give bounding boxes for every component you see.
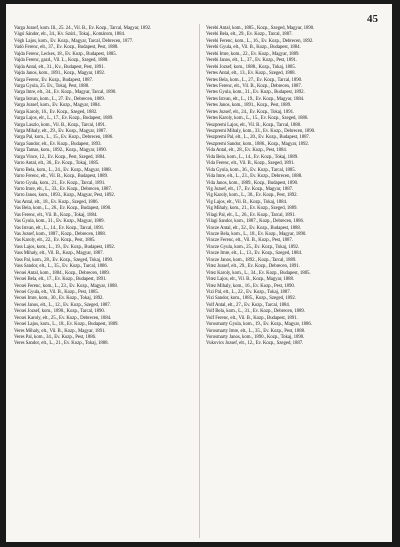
register-entry: Vida Ferenc, elt., Vil. B., Kozp., Szeged, 1891. <box>206 161 295 167</box>
register-entry: Vitez Jozsef, elt., 29., Ev. Kozp., Debrecen, 1891. <box>206 264 300 270</box>
register-entry: Veszpremi Pal, elt., L., 20., Ev. Kozp., Budapest, 1887. <box>206 135 310 141</box>
register-entry: Vecsei Imre, kom., 30., Ev. Kozp., Tokaj, 1892. <box>14 296 104 302</box>
register-entry: Vilagi Pal, elt., L., 26., Ev. Kozp., Tarcal, 1891. <box>206 212 296 218</box>
register-entry: Varga Ferenc, Ev. Kozp., Budapest, 1887. <box>14 77 93 83</box>
register-entry: Vas Antal, elt., 18., Ev. Kozp., Szeged, 1886. <box>14 199 99 205</box>
register-entry: Varga Mihaly, elt., 29., Ev. Kozp., Magyar, 1887. <box>14 129 107 134</box>
register-entry: Vida Antal, elt., 28., Ev. Kozp., Pest, 1884. <box>206 148 287 154</box>
register-entry: Vincze Antal, elt., 32., Ev. Kozp., Budapest, 1888. <box>206 225 301 231</box>
register-entry: Veszpremi Lajos, elt., Vil. B., Kozp., Tarcal, 1888. <box>206 122 302 128</box>
register-entry: Varga Vince, 12., Ev. Kozp., Pest, Szeged, 1884. <box>14 154 106 160</box>
register-entry: Vecsei Antal, kom., 1884., Kozp., Debrecen, 1889. <box>14 270 110 276</box>
register-entry: Vass Pal, kom., 28., Ev. Kozp., Szeged, Tokaj, 1890. <box>14 257 114 263</box>
register-entry: Vitez Mihaly, kom., 16., Ev. Kozp., Pest, 1890. <box>206 283 295 289</box>
register-entry: Vas Gyula, kom., 31., Ev. Kozp., Magyar, 1889. <box>14 219 105 225</box>
register-entry: Vig Mihaly, kom., 21., Ev. Kozp., Szeged, 1889. <box>206 206 298 212</box>
register-entry: Vig Lajos, elt., Vil. B., Kozp., Tokaj, 1884. <box>206 199 288 205</box>
register-entry: Veszpremi Sandor, kom., 1886., Kozp., Magyar, 1892. <box>206 141 309 147</box>
register-entry: Vecsei Gyula, elt., Vil. B., Kozp., Pest, 1885. <box>14 289 99 295</box>
register-entry: Vincze Bela, kom., L., 18., Ev. Kozp., Magyar, 1890. <box>206 232 307 237</box>
register-entry: Varro Antal, elt., 36., Ev. Kozp., Tokaj, 1885. <box>14 161 100 167</box>
register-entry: Vecsei Ferenc, kom., L., 23., Ev. Kozp., Magyar, 1888. <box>14 283 118 289</box>
register-entry: Vig Jozsef, elt., 17., Ev. Kozp., Magyar, 1887. <box>206 186 294 192</box>
register-entry: Vecsei Lajos, kom., L., 18., Ev. Kozp., Budapest, 1889. <box>14 322 119 328</box>
register-entry: Varro Imre, elt., L., 33., Ev. Kozp., Debrecen, 1887. <box>14 186 112 192</box>
register-entry: Vas Jozsef, kom., 1887., Kozp., Debrecen, 1888. <box>14 232 106 237</box>
register-entry: Varro Janos, kom., 1893., Kozp., Magyar, Pest, 1892. <box>14 193 115 199</box>
register-entry: Vida Janos, kom., 1889., Kozp., Budapest, 1890. <box>206 180 299 186</box>
register-entry: Vágó Sándor, elt., 34., Kv. Szúrl., Tokaj., Komárom, 1884. <box>14 32 126 38</box>
register-entry: Varga Laszlo, kom., Vil. B., Kozp., Tarcal, 1891. <box>14 122 107 128</box>
register-entry: Vecsei Karoly, elt., 25., Ev. Kozp., Debrecen, 1884. <box>14 315 112 321</box>
register-entry: Vig Karoly, kom., L., 30., Ev. Kozp., Pest, 1892. <box>206 193 298 199</box>
register-entry: Varga Jozsef, kom. Ill., 25. 24., Vil. B., Ev. Kozp., Tarcal, Magyar, 1892. <box>14 26 152 31</box>
register-entry: Varga Gyula, 25. Ev., Tokaj, Pest, 1888. <box>14 83 90 89</box>
register-entry: Vertes Bela, kom., L., 27., Ev. Kozp., Tarcal, 1890. <box>206 77 303 83</box>
register-entry: Vas Ferenc, elt., Vil. B., Kozp., Tokaj, 1884. <box>14 212 98 218</box>
register-entry: Vecsei Bela, elt., 17., Ev. Kozp., Budapest, 1891. <box>14 277 107 283</box>
register-entry: Vukovics Jozsef, elt., 12., Ev. Kozp., Szeged, 1887. <box>206 341 304 347</box>
register-entry: Varga Karoly, 16., Ev. Kozp., Szeged, 1882. <box>14 109 98 115</box>
register-entry: Vorosmarty Imre, elt., L., 35., Ev. Kozp., Pest, 1888. <box>206 328 306 334</box>
register-entry: Vincze Ferenc, elt., Vil. B., Kozp., Pest, 1887. <box>206 238 293 244</box>
register-entry: Verebi Gyula, elt., Vil. B., Kozp., Budapest, 1884. <box>206 45 301 51</box>
register-entry: Vida Gyula, kom., 36., Ev. Kozp., Tarcal, 1885. <box>206 167 296 173</box>
register-entry: Vass Mihaly, elt., Vil. B., Kozp., Magyar, 1887. <box>14 251 104 257</box>
register-entry: Vas Bela, kom., L., 26., Ev. Kozp., Budapest, 1890. <box>14 206 112 212</box>
register-entry: Vertes Antal, elt., 13., Ev. Kozp., Szeged, 1888. <box>206 71 296 77</box>
register-entry: Varga Jozsef, kom., Ev. Kozp., Magyar, 1884. <box>14 103 101 109</box>
register-entry: Veres Mihaly, elt., Vil. B., Kozp., Magyar, 1891. <box>14 328 106 334</box>
register-entry: Volf Bela, kom., L., 31., Ev. Kozp., Debrecen, 1889. <box>206 309 305 315</box>
register-entry: Vecsei Janos, elt., L., 12., Ev. Kozp., Szeged, 1887. <box>14 302 111 308</box>
register-entry: Veres Pal, kom., 34., Ev. Kozp., Pest, 1886. <box>14 335 97 340</box>
register-entry: Vadó Ferenc, elt., 37., Ev. Kozp., Budapest, Pest, 1888. <box>14 45 119 51</box>
register-entry: Verebi Ferenc, kom., L., 16., Ev. Kozp., Debrecen, 1892. <box>206 38 314 44</box>
register-entry: Vajda Antal, elt., 31., Kv., Budapest, Pest, 1891. <box>14 64 105 70</box>
register-entry: Verebi Bela, elt., 29., Ev. Kozp., Tarcal, 1887. <box>206 32 293 38</box>
register-entry: Vertes Gyula, kom., 31., Ev. Kozp., Budapest, 1892. <box>206 90 305 96</box>
register-entry: Varga Lajos, elt., L., 17., Ev. Kozp., Budapest, 1889. <box>14 116 114 122</box>
register-entry: Volf Antal, elt., 27., Ev. Kozp., Tarcal, 1884. <box>206 302 290 308</box>
register-entry: Vitez Lajos, elt., Vil. B., Kozp., Magyar, 1888. <box>206 277 295 283</box>
column-divider <box>199 24 200 538</box>
register-entry: Vas Karoly, elt., 22., Ev. Kozp., Pest, 1885. <box>14 238 96 244</box>
register-entry: Varga Tamas, kom., 1892., Kozp., Magyar, 1890. <box>14 148 107 154</box>
right-column <box>206 26 384 348</box>
register-entry: Varga Sandor, elt., Ev. Kozp., Budapest, 1893. <box>14 141 102 147</box>
register-entry: Vass Lajos, kom., L., 19., Ev. Kozp., Budapest, 1892. <box>14 244 115 250</box>
register-entry: Vertes Istvan, elt., L., 19., Ev. Kozp., Magyar, 1884. <box>206 96 305 102</box>
register-entry: Vecsei Jozsef, kom., 1890., Kozp., Tarcal, 1890. <box>14 309 105 315</box>
register-entry: Vida Bela, kom., L., 14., Ev. Kozp., Tokaj, 1889. <box>206 154 299 160</box>
register-entry: Verebi Imre, kom., 22., Ev. Kozp., Magyar, 1889. <box>206 51 300 57</box>
register-entry: Vizi Pal, elt., L., 22., Ev. Kozp., Tokaj, 1887. <box>206 289 291 295</box>
register-entry: Vass Sandor, elt., L., 35., Ev. Kozp., Tarcal, 1886. <box>14 264 108 270</box>
register-entry: Vertes Janos, kom., 1891., Kozp., Pest, 1889. <box>206 103 292 109</box>
register-entry: Vitez Karoly, kom., L., 34., Ev. Kozp., Budapest, 1885. <box>206 270 311 276</box>
register-entry: Varro Ferenc, elt., Vil. B., Kozp., Budapest, 1889. <box>14 174 109 180</box>
register-entry: Vincze Gyula, kom., 25., Ev. Kozp., Tokaj, 1892. <box>206 244 300 250</box>
left-column <box>14 26 192 348</box>
register-entry: Vorosmarty Janos, kom., 1890., Kozp., Tokaj, 1890. <box>206 335 305 340</box>
register-entry: Vertes Karoly, kom., L., 15., Ev. Kozp., Szeged, 1886. <box>206 116 309 122</box>
register-entry: Varro Gyula, kom., 21., Ev. Kozp., Tarcal, 1891. <box>14 180 106 186</box>
register-entry: Vajda Ferenc, Leckes, 18., Ev. Kozp., Budapest, 1885. <box>14 51 117 57</box>
register-entry: Vizi Sandor, kom., 1885., Kozp., Szeged, 1892. <box>206 296 296 302</box>
register-entry: Veres Sandor, elt., L., 21., Ev. Kozp., Tokaj, 1888. <box>14 341 109 347</box>
page-number: 45 <box>367 13 378 25</box>
register-entry: Varga Pal, kom., L., 15., Ev. Kozp., Debrecen, 1886. <box>14 135 114 141</box>
register-entry: Végh Lajos, kom., Ev. Kozp., Magyar, Tarcal, Debrecen, 1877. <box>14 38 134 44</box>
document-page <box>6 4 392 542</box>
register-entry: Volf Ferenc, elt., Vil. B., Kozp., Budapest, 1891. <box>206 315 298 321</box>
register-entry: Vertes Jozsef, elt., 24., Ev. Kozp., Tokaj, 1891. <box>206 109 295 115</box>
register-entry: Verebi Jozsef, kom., 1888., Kozp., Tokaj, 1885. <box>206 64 296 70</box>
register-entry: Vincze Imre, elt., L., 13., Ev. Kozp., Szeged, 1884. <box>206 251 303 257</box>
register-entry: Verebi Antal, kom., 1885., Kozp., Szeged, Magyar, 1890. <box>206 26 315 31</box>
register-entry: Vertes Ferenc, elt., Vil. B., Kozp., Debrecen, 1887. <box>206 83 302 89</box>
register-entry: Vorosmarty Gyula, kom., 19., Ev. Kozp., Magyar, 1886. <box>206 322 312 328</box>
register-entry: Varga Imre, elt., 34., Ev. Kozp., Magyar, Tarcal, 1890. <box>14 90 117 96</box>
register-entry: Vincze Janos, kom., 1892., Kozp., Tarcal, 1889. <box>206 257 297 263</box>
register-entry: Veszpremi Mihaly, kom., 33., Ev. Kozp., Debrecen, 1890. <box>206 129 316 134</box>
register-entry: Varro Bela, kom., L., 24., Ev. Kozp., Magyar, 1888. <box>14 167 112 173</box>
register-entry: Vajda Janos, kom., 1891., Kozp., Magyar, 1892. <box>14 71 106 77</box>
register-entry: Vajda Ferenc, gazd., Vil. L., Kozp., Szeged, 1888. <box>14 58 109 64</box>
register-entry: Vilagi Sandor, kom., 1887., Kozp., Debrecen, 1886. <box>206 219 305 225</box>
register-entry: Varga Istvan, kom., L., 27. Ev., Debrecen, 1889. <box>14 96 105 102</box>
register-entry: Vida Imre, elt., L., 23., Ev. Kozp., Debrecen, 1888. <box>206 174 303 180</box>
register-entry: Verebi Janos, elt., L., 37., Ev. Kozp., Pest, 1891. <box>206 58 298 64</box>
register-entry: Vas Istvan, elt., L., 14., Ev. Kozp., Tarcal, 1891. <box>14 225 105 231</box>
